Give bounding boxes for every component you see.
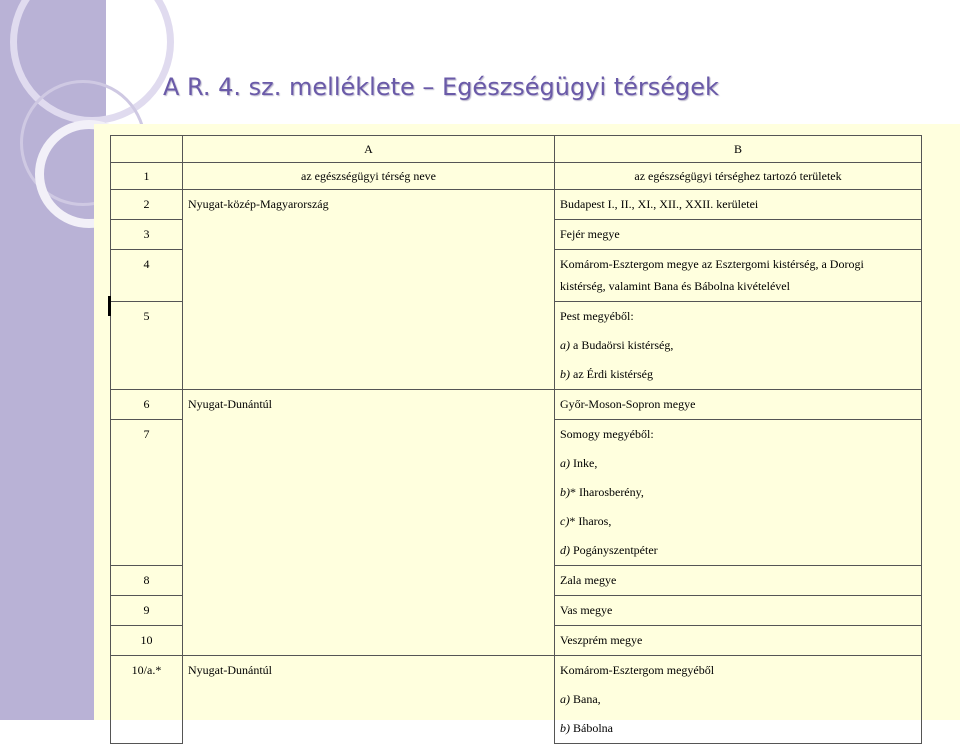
area-cell: Vas megye bbox=[555, 596, 922, 626]
table-row bbox=[111, 190, 922, 220]
region-name-cell: Nyugat-Dunántúl bbox=[183, 656, 555, 744]
area-cell: Zala megye bbox=[555, 566, 922, 596]
area-cell: Komárom-Esztergom megye az Esztergomi kistérség, a Dorogi kistérség, valamint Bana és Bábolna kivételével bbox=[555, 250, 922, 302]
column-header-a: A bbox=[183, 136, 555, 163]
regions-table bbox=[110, 135, 922, 744]
region-name-cell bbox=[183, 302, 555, 390]
row-number: 7 bbox=[111, 420, 183, 566]
label-cell-a: az egészségügyi térség neve bbox=[183, 163, 555, 190]
table-row bbox=[111, 220, 922, 250]
table-row bbox=[111, 420, 922, 566]
area-cell: Budapest I., II., XI., XII., XXII. kerületei bbox=[555, 190, 922, 220]
row-number: 10/a.* bbox=[111, 656, 183, 744]
slide-title: A R. 4. sz. melléklete – Egészségügyi térségek bbox=[163, 73, 719, 101]
region-name-cell: Nyugat-közép-Magyarország bbox=[183, 190, 555, 220]
table-row bbox=[111, 390, 922, 420]
table-row bbox=[111, 596, 922, 626]
column-header-b: B bbox=[555, 136, 922, 163]
table-area bbox=[94, 124, 960, 735]
table-row bbox=[111, 656, 922, 744]
table-row bbox=[111, 302, 922, 390]
area-cell: Fejér megye bbox=[555, 220, 922, 250]
row-number: 9 bbox=[111, 596, 183, 626]
label-cell-b: az egészségügyi térséghez tartozó területek bbox=[555, 163, 922, 190]
row-number: 6 bbox=[111, 390, 183, 420]
row-number: 3 bbox=[111, 220, 183, 250]
area-cell: Pest megyéből: a) a Budaörsi kistérség, b) az Érdi kistérség bbox=[555, 302, 922, 390]
area-cell: Győr-Moson-Sopron megye bbox=[555, 390, 922, 420]
region-name-cell bbox=[183, 626, 555, 656]
empty-header-cell bbox=[111, 136, 183, 163]
table-row bbox=[111, 250, 922, 302]
area-cell: Somogy megyéből: a) Inke, b)* Iharosberény, c)* Iharos, d) Pogányszentpéter bbox=[555, 420, 922, 566]
region-name-cell bbox=[183, 596, 555, 626]
region-name-cell bbox=[183, 250, 555, 302]
column-header-row bbox=[111, 136, 922, 163]
text-cursor-icon bbox=[108, 296, 111, 316]
region-name-cell: Nyugat-Dunántúl bbox=[183, 390, 555, 420]
row-number: 5 bbox=[111, 302, 183, 390]
table-row bbox=[111, 566, 922, 596]
area-cell: Komárom-Esztergom megyéből a) Bana, b) Bábolna bbox=[555, 656, 922, 744]
table-row bbox=[111, 163, 922, 190]
area-cell: Veszprém megye bbox=[555, 626, 922, 656]
decorative-left-band bbox=[0, 0, 106, 720]
region-name-cell bbox=[183, 220, 555, 250]
region-name-cell bbox=[183, 420, 555, 566]
region-name-cell bbox=[183, 566, 555, 596]
row-number: 8 bbox=[111, 566, 183, 596]
row-number: 4 bbox=[111, 250, 183, 302]
table-row bbox=[111, 626, 922, 656]
row-number: 1 bbox=[111, 163, 183, 190]
row-number: 10 bbox=[111, 626, 183, 656]
row-number: 2 bbox=[111, 190, 183, 220]
